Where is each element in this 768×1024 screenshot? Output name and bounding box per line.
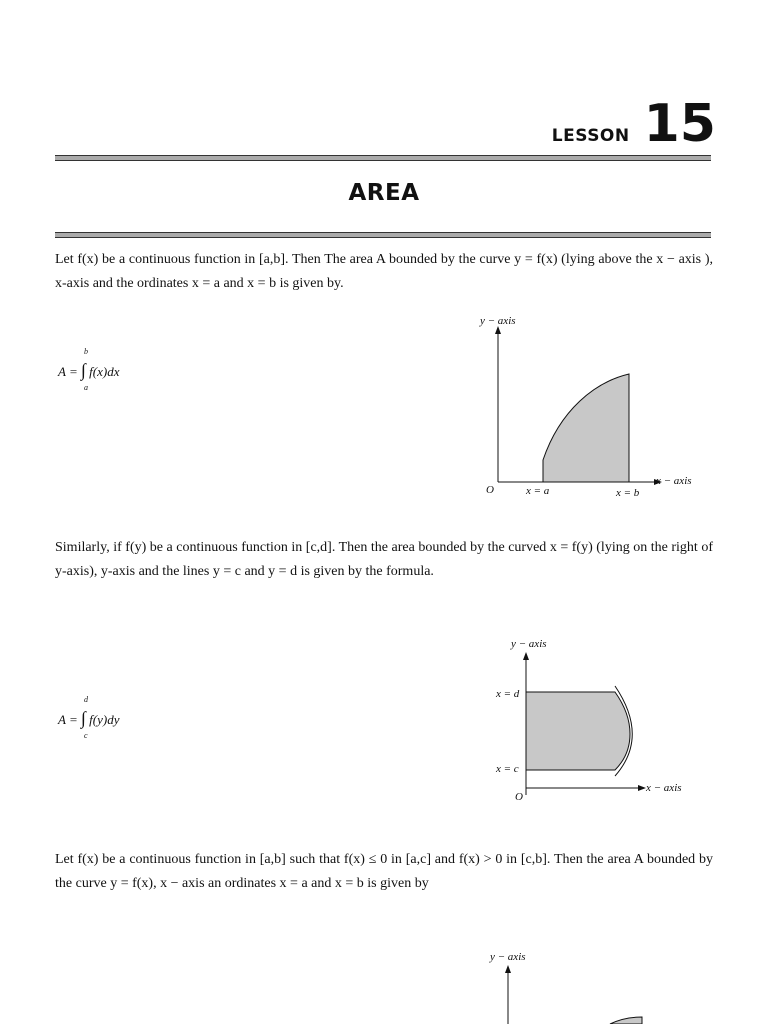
lesson-number: 15 xyxy=(643,94,716,154)
title-rule xyxy=(55,232,711,238)
paragraph-1: Let f(x) be a continuous function in [a,b]. Then The area A bounded by the curve y = f(x) (lying above the x − axis ), x-axis and the ordinates x = a and x = b is given by. xyxy=(55,252,713,291)
x-axis-label: x − axis xyxy=(646,782,682,794)
mark-d: x = d xyxy=(496,688,520,700)
formula-1 xyxy=(58,347,120,392)
formula-integrand: f(y)dy xyxy=(89,712,120,727)
formula-integrand: f(x)dx xyxy=(89,364,120,379)
lesson-label: LESSON xyxy=(551,126,630,146)
upper-limit: b xyxy=(84,347,88,356)
top-rule xyxy=(55,155,711,161)
y-arrow-icon xyxy=(523,652,529,660)
paragraph-2: Similarly, if f(y) be a continuous function in [c,d]. Then the area bounded by the curved x = f(y) (lying on the right of y-axis), y-axis and the lines y = c and y = d is given by the formula. xyxy=(55,540,713,579)
figure-3 xyxy=(470,945,710,1024)
mark-a: x = a xyxy=(526,485,550,497)
x-arrow-icon xyxy=(638,785,646,791)
lower-limit: a xyxy=(84,383,88,392)
x-axis-label: x − axis xyxy=(656,475,692,487)
integral-sign: ∫ xyxy=(80,708,86,728)
mark-b: x = b xyxy=(616,487,640,499)
y-axis-label: y − axis xyxy=(511,638,547,650)
lesson-header xyxy=(551,94,716,154)
formula-2 xyxy=(58,695,120,740)
formula-lhs: A = xyxy=(58,712,78,727)
shaded-area xyxy=(543,374,629,482)
y-axis-label: y − axis xyxy=(490,951,526,963)
y-arrow-icon xyxy=(495,326,501,334)
y-axis-label: y − axis xyxy=(480,315,516,327)
lower-limit: c xyxy=(84,731,88,740)
shaded-area xyxy=(526,692,630,770)
page-title: AREA xyxy=(348,180,420,206)
origin-label: O xyxy=(486,484,494,496)
figure-1 xyxy=(470,310,710,510)
y-arrow-icon xyxy=(505,965,511,973)
origin-label: O xyxy=(515,791,523,803)
shaded-area xyxy=(610,1017,642,1024)
upper-limit: d xyxy=(84,695,88,704)
paragraph-3: Let f(x) be a continuous function in [a,b] such that f(x) ≤ 0 in [a,c] and f(x) > 0 in [c,b]. Then the area A bounded by the curve y = f(x), x − axis an ordinates x = a and x = b is given by xyxy=(55,852,713,891)
figure-2 xyxy=(470,630,710,810)
integral-sign: ∫ xyxy=(80,360,86,380)
mark-c: x = c xyxy=(496,763,519,775)
formula-lhs: A = xyxy=(58,364,78,379)
